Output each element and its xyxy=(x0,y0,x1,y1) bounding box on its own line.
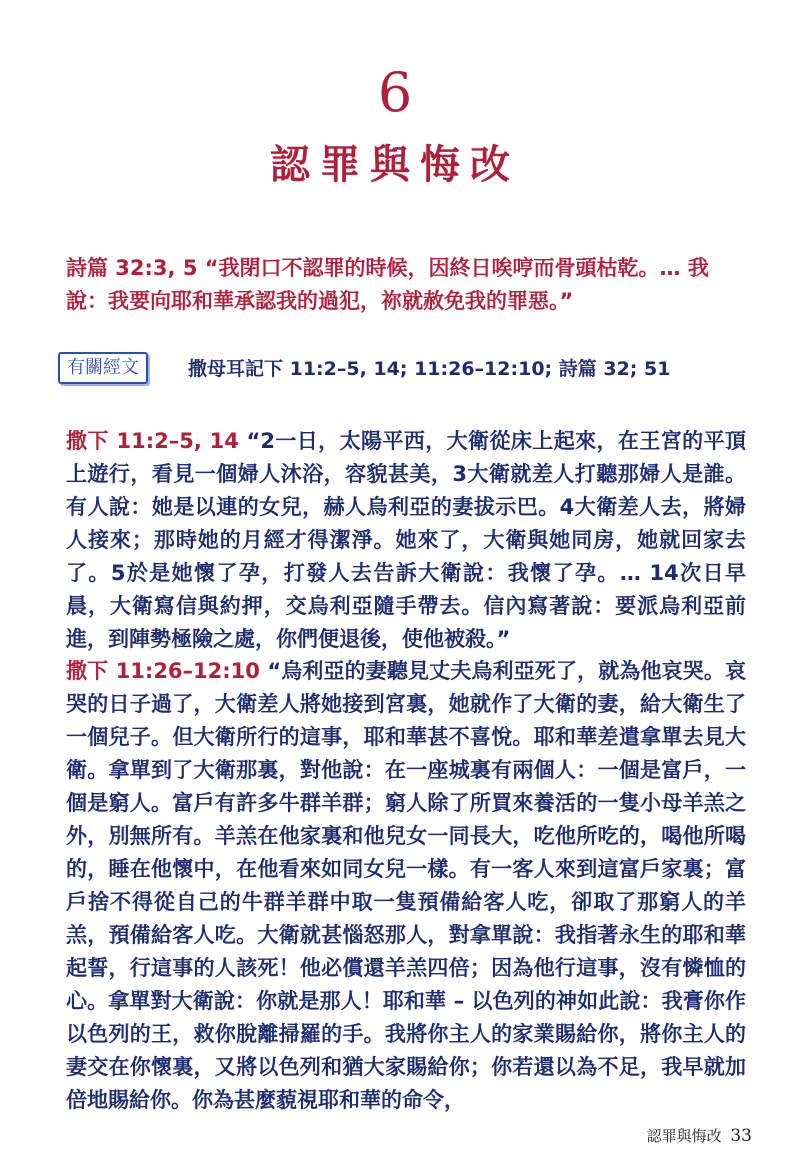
passage-text: “2一日，太陽平西，大衛從床上起來，在王宮的平頂上遊行，看見一個婦人沐浴，容貌甚美，3大衛就差人打聽那婦人是誰。有人說：她是以連的女兒，赫人烏利亞的妻拔示巴。4大衛差人去，將婦人接來；那時她的月經才得潔淨。她來了，大衛與她同房，她就回家去了。5於是她懷了孕，打發人去告訴大衛說：我懷了孕。… 14次日早晨，大衛寫信與約押，交烏利亞隨手帶去。信內寫著說：要派烏利亞前進，到陣勢極險之處，你們便退後，使他被殺。” xyxy=(66,429,746,651)
passage-reference: 撒下 11:26–12:10 xyxy=(66,659,260,683)
related-scriptures-label: 有關經文 xyxy=(58,352,148,384)
passage-text: “烏利亞的妻聽見丈夫烏利亞死了，就為他哀哭。哀哭的日子過了，大衛差人將她接到宮裏，她就作了大衛的妻，給大衛生了一個兒子。但大衛所行的這事，耶和華甚不喜悅。耶和華差遣拿單去見大衛。拿單到了大衛那裏，對他說：在一座城裏有兩個人：一個是富戶，一個是窮人。富戶有許多牛群羊群；窮人除了所買來養活的一隻小母羊羔之外，別無所有。羊羔在他家裏和他兒女一同長大，吃他所吃的，喝他所喝的，睡在他懷中，在他看來如同女兒一樣。有一客人來到這富戶家裏；富戶捨不得從自己的牛群羊群中取一隻預備給客人吃，卻取了那窮人的羊羔，預備給客人吃。大衛就甚惱怒那人，對拿單說：我指著永生的耶和華起誓，行這事的人該死！他必償還羊羔四倍；因為他行這事，沒有憐恤的心。拿單對大衛說：你就是那人！耶和華 – 以色列的神如此說：我膏你作以色列的王，救你脫離掃羅的手。我將你主人的家業賜給你，將你主人的妻交在你懷裏，又將以色列和猶大家賜給你；你若還以為不足，我早就加倍地賜給你。你為甚麼藐視耶和華的命令， xyxy=(66,659,746,1112)
chapter-number: 6 xyxy=(377,61,413,124)
related-scriptures xyxy=(58,352,758,386)
passage-reference: 撒下 11:2–5, 14 xyxy=(66,429,239,453)
running-title: 認罪與悔改 xyxy=(646,1127,722,1145)
chapter-title: 認罪與悔改 xyxy=(270,141,520,188)
scripture-passage xyxy=(66,425,746,656)
epigraph: 詩篇 32:3, 5 “我閉口不認罪的時候，因終日唉哼而骨頭枯乾。… 我說：我要向耶和華承認我的過犯，祢就赦免我的罪惡。” xyxy=(66,256,709,313)
related-scriptures-refs: 撒母耳記下 11:2–5, 14; 11:26–12:10; 詩篇 32; 51 xyxy=(188,358,671,380)
page-footer xyxy=(647,1125,752,1146)
page-number: 33 xyxy=(730,1126,752,1146)
scripture-passage xyxy=(66,655,746,1117)
